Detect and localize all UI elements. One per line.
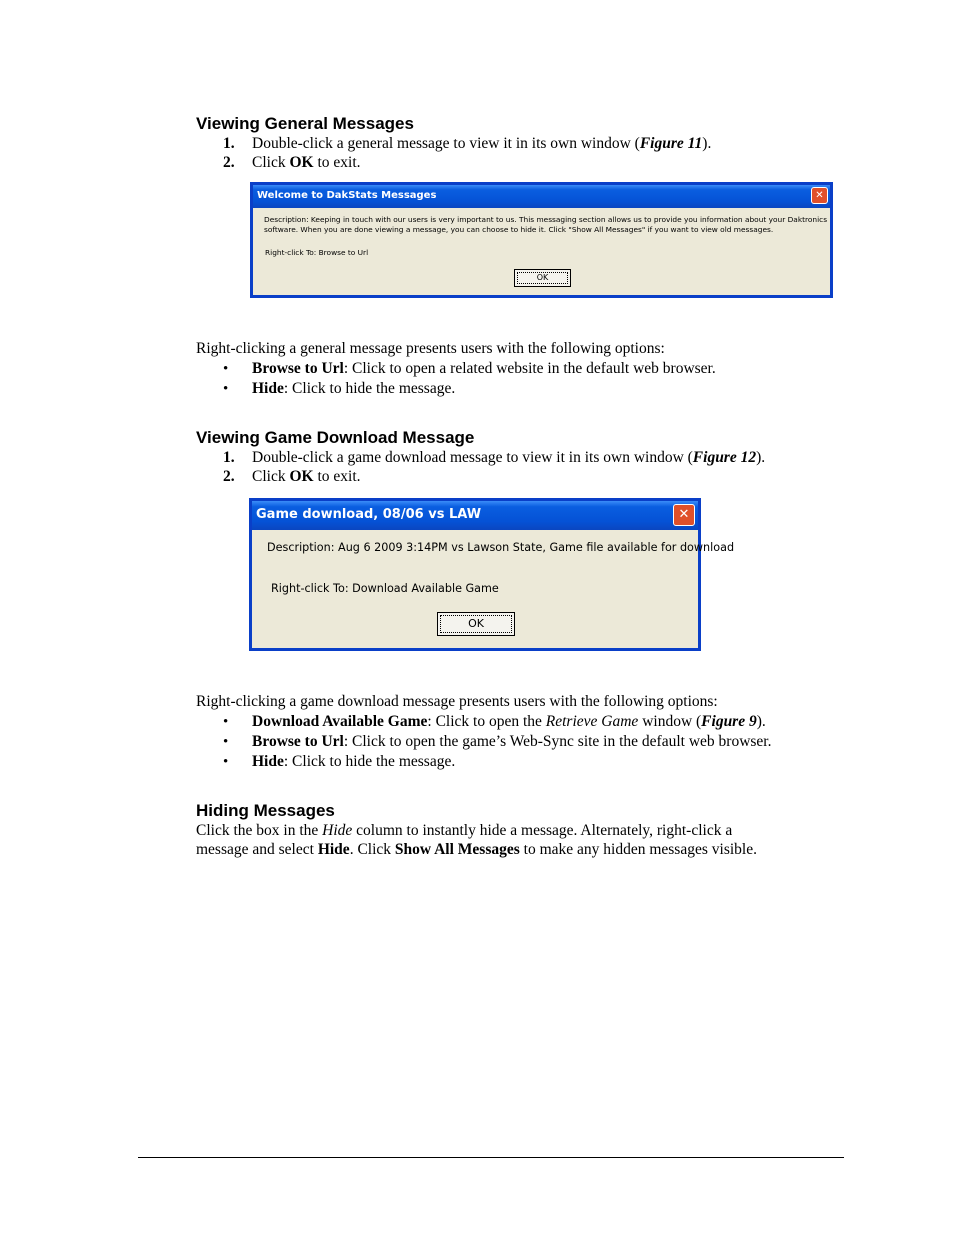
dialog-rightclick-hint: Right-click To: Browse to Url bbox=[265, 248, 369, 257]
bullet-icon: • bbox=[223, 754, 229, 770]
step-number: 2. bbox=[223, 468, 235, 485]
step-number: 1. bbox=[223, 135, 235, 152]
text-part: column to instantly hide a message. Alternately, right-click a bbox=[352, 822, 733, 839]
step-text-part: to exit. bbox=[313, 154, 361, 171]
list-item-desc: : Click to open the game’s Web-Sync site in the default web browser. bbox=[343, 733, 772, 750]
heading-viewing-game-download-message: Viewing Game Download Message bbox=[196, 428, 475, 447]
figure-ref: Figure 11 bbox=[639, 135, 703, 152]
paragraph-hiding-line1 bbox=[196, 821, 732, 841]
list-item bbox=[252, 359, 716, 379]
close-button[interactable] bbox=[811, 187, 828, 204]
column-name: Hide bbox=[322, 822, 353, 839]
paragraph-hiding-line2 bbox=[196, 840, 757, 860]
step-text-part: ). bbox=[756, 449, 766, 466]
bullet-icon: • bbox=[223, 714, 229, 730]
list-item-desc: : Click to hide the message. bbox=[283, 753, 456, 770]
step-number: 1. bbox=[223, 449, 235, 466]
bullet-icon: • bbox=[223, 734, 229, 750]
step-text-part: Click bbox=[252, 154, 290, 171]
step-text-part: Click bbox=[252, 468, 290, 485]
dialog-description-line1: Description: Keeping in touch with our users is very important to us. This messaging section allows us to provide you information about your Daktronics bbox=[264, 215, 828, 224]
step-text bbox=[252, 134, 711, 154]
list-item-desc: : Click to open the bbox=[427, 713, 546, 730]
ok-button[interactable]: OK bbox=[437, 612, 515, 636]
dialog-title: Game download, 08/06 vs LAW bbox=[256, 507, 482, 522]
paragraph-game-options: Right-clicking a game download message presents users with the following options: bbox=[196, 693, 718, 710]
footer-divider bbox=[138, 1157, 844, 1158]
general-message-dialog bbox=[250, 182, 833, 298]
window-name: Retrieve Game bbox=[545, 713, 639, 730]
step-text bbox=[252, 153, 361, 173]
step-text bbox=[252, 448, 765, 468]
step-text bbox=[252, 467, 361, 487]
list-item bbox=[252, 379, 455, 399]
list-item-desc: ). bbox=[756, 713, 766, 730]
list-item-desc: window ( bbox=[638, 713, 702, 730]
list-item-desc: : Click to hide the message. bbox=[283, 380, 456, 397]
text-part: Click the box in the bbox=[196, 822, 323, 839]
list-item-term: Browse to Url bbox=[252, 733, 344, 750]
close-icon: ✕ bbox=[678, 507, 690, 522]
list-item bbox=[252, 752, 455, 772]
list-item bbox=[252, 732, 771, 752]
step-text-part: Double-click a general message to view it in its own window ( bbox=[252, 135, 640, 152]
close-button[interactable] bbox=[673, 504, 695, 526]
list-item-term: Download Available Game bbox=[252, 713, 428, 730]
list-item-term: Browse to Url bbox=[252, 360, 344, 377]
ok-button[interactable]: OK bbox=[514, 269, 571, 287]
dialog-title: Welcome to DakStats Messages bbox=[257, 190, 437, 201]
close-icon: ✕ bbox=[815, 190, 824, 201]
list-item-term: Hide bbox=[252, 380, 284, 397]
text-bold: Show All Messages bbox=[394, 841, 520, 858]
step-text-part: Double-click a game download message to view it in its own window ( bbox=[252, 449, 693, 466]
dialog-description: Description: Aug 6 2009 3:14PM vs Lawson State, Game file available for download bbox=[267, 541, 735, 554]
figure-ref: Figure 9 bbox=[701, 713, 757, 730]
dialog-rightclick-hint: Right-click To: Download Available Game bbox=[271, 582, 499, 595]
figure-ref: Figure 12 bbox=[692, 449, 757, 466]
step-text-bold: OK bbox=[289, 468, 314, 485]
text-part: to make any hidden messages visible. bbox=[519, 841, 757, 858]
heading-hiding-messages: Hiding Messages bbox=[196, 801, 335, 820]
text-bold: Hide bbox=[317, 841, 350, 858]
dialog-titlebar bbox=[253, 185, 830, 208]
step-text-bold: OK bbox=[289, 154, 314, 171]
bullet-icon: • bbox=[223, 361, 229, 377]
text-part: . Click bbox=[349, 841, 395, 858]
list-item-term: Hide bbox=[252, 753, 284, 770]
game-download-dialog bbox=[249, 498, 735, 651]
step-text-part: to exit. bbox=[313, 468, 361, 485]
list-item-desc: : Click to open a related website in the default web browser. bbox=[343, 360, 716, 377]
text-part: message and select bbox=[196, 841, 318, 858]
step-text-part: ). bbox=[702, 135, 712, 152]
dialog-titlebar bbox=[252, 501, 698, 530]
step-number: 2. bbox=[223, 154, 235, 171]
dialog-description-line2: software. When you are done viewing a message, you can choose to hide it. Click "Show All Messages" if you want to view old messages. bbox=[264, 225, 774, 234]
heading-viewing-general-messages: Viewing General Messages bbox=[196, 114, 414, 133]
bullet-icon: • bbox=[223, 381, 229, 397]
paragraph-general-options: Right-clicking a general message presents users with the following options: bbox=[196, 340, 665, 357]
list-item bbox=[252, 712, 766, 732]
